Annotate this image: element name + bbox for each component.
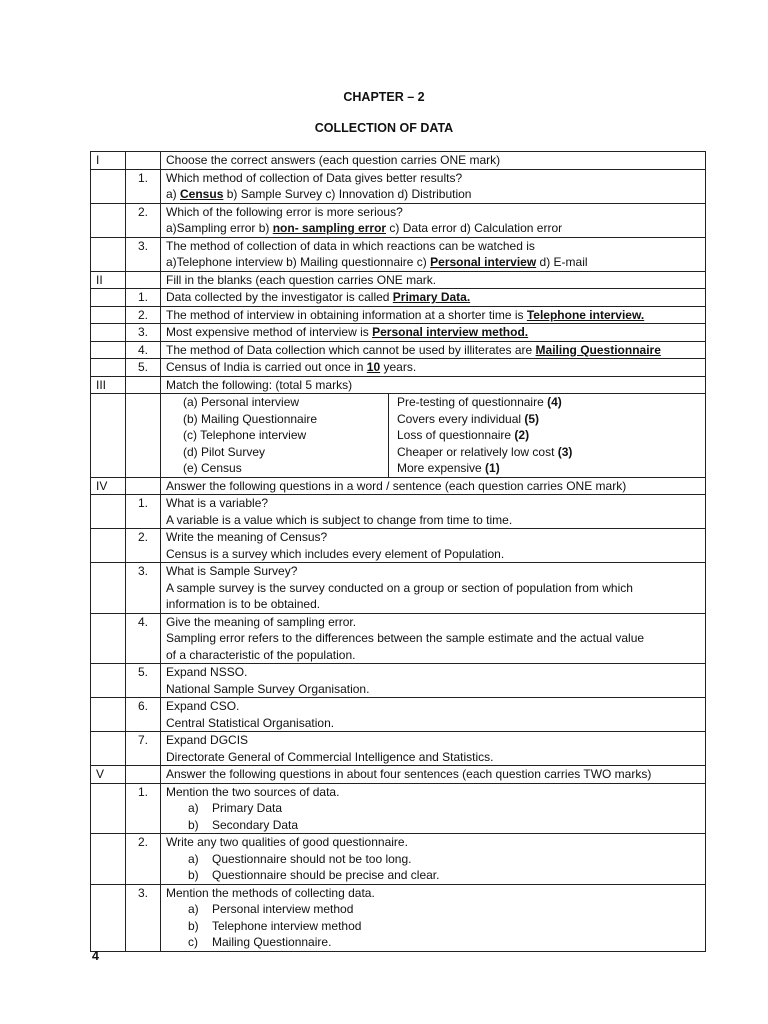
match-row [91,394,706,478]
question-row [91,495,706,529]
answer-text: Directorate General of Commercial Intelligence and Statistics. [166,749,494,764]
match-right-item: Pre-testing of questionnaire (4) [389,394,706,411]
question-text: Mention the methods of collecting data. [166,885,375,900]
question-row [91,529,706,563]
section-heading: Match the following: (total 5 marks) [161,376,706,394]
correct-answer: Census [180,187,224,201]
question-text: Give the meaning of sampling error. [166,614,357,629]
question-row [91,359,706,377]
question-text: Write any two qualities of good questionnaire. [166,835,408,849]
chapter-title: COLLECTION OF DATA [314,121,454,135]
chapter-number: CHAPTER – 2 [343,90,425,104]
question-number: 3. [126,324,161,342]
fill-blank-text: Census of India is carried out once in 10 years. [161,359,706,377]
answer-list-item: c) Mailing Questionnaire. [188,935,332,949]
section-heading-row [91,376,706,394]
question-number: 5. [126,664,161,698]
section-heading: Fill in the blanks (each question carries ONE mark. [161,271,706,289]
section-number: I [91,152,126,170]
section-number: III [91,376,126,394]
answer-list-item: a) Personal interview method [188,902,354,916]
match-right-item: Cheaper or relatively low cost (3) [389,444,706,461]
section-heading-row [91,152,706,170]
answer-text: A variable is a value which is subject to change from time to time. [166,512,513,527]
answer-list-item: a) Questionnaire should not be too long. [188,851,412,866]
match-left-item: (c) Telephone interview [183,428,307,442]
fill-blank-text: Most expensive method of interview is Personal interview method. [161,324,706,342]
page-number: 4 [92,949,99,963]
answer-list-item: b) Questionnaire should be precise and clear. [188,868,440,882]
fill-blank-text: The method of interview in obtaining information at a shorter time is Telephone interview. [161,306,706,324]
section-heading-row [91,271,706,289]
question-row [91,732,706,766]
question-text: What is Sample Survey? [166,564,298,578]
fill-blank-text: Data collected by the investigator is called Primary Data. [161,289,706,307]
match-table [161,394,705,477]
question-text: What is a variable? [166,496,269,510]
section-number: V [91,766,126,784]
question-row [91,341,706,359]
question-number: 4. [126,613,161,664]
question-row [91,664,706,698]
answer-text: Census is a survey which includes every element of Population. [166,546,505,561]
question-row [91,324,706,342]
question-table [90,151,706,952]
question-text: The method of collection of data in which reactions can be watched is [166,238,535,253]
match-right-item: Loss of questionnaire (2) [389,427,706,444]
section-heading-row [91,766,706,784]
question-text: Mention the two sources of data. [166,784,340,799]
answer-text: National Sample Survey Organisation. [166,681,370,696]
question-row [91,613,706,664]
section-number: II [91,271,126,289]
correct-answer: non- sampling error [272,221,387,235]
section-number: IV [91,477,126,495]
answer-text: A sample survey is the survey conducted on a group or section of population from which [166,580,633,595]
answer-text: information is to be obtained. [166,597,321,611]
answer-list-item: b) Secondary Data [188,817,299,832]
match-right-item: More expensive (1) [389,460,706,477]
answer-options: a)Sampling error b) non- sampling error c) Data error d) Calculation error [166,221,563,235]
question-row [91,884,706,951]
question-number: 3. [126,237,161,271]
match-right-item: Covers every individual (5) [389,411,706,428]
section-heading: Answer the following questions in about four sentences (each question carries TWO marks) [161,766,706,784]
question-text: Expand NSSO. [166,665,248,679]
question-row [91,563,706,614]
question-number: 2. [126,306,161,324]
blank-answer: Mailing Questionnaire [535,342,661,357]
question-number: 2. [126,529,161,563]
question-number: 3. [126,884,161,951]
question-number: 1. [126,495,161,529]
question-row [91,203,706,237]
section-heading: Answer the following questions in a word / sentence (each question carries ONE mark) [161,477,706,495]
question-text: Expand CSO. [166,699,240,713]
question-row [91,834,706,885]
blank-answer: Primary Data. [392,290,471,304]
question-row [91,698,706,732]
question-text: Write the meaning of Census? [166,530,328,544]
question-text: Expand DGCIS [166,733,249,747]
answer-list-item: a) Primary Data [188,801,283,815]
question-number: 1. [126,289,161,307]
blank-answer: Telephone interview. [526,307,645,322]
answer-list-item: b) Telephone interview method [188,918,362,933]
blank-answer: Personal interview method. [372,325,529,339]
question-number: 1. [126,783,161,834]
question-number: 2. [126,203,161,237]
blank-answer: 10 [366,360,381,374]
question-number: 4. [126,341,161,359]
question-number: 2. [126,834,161,885]
question-row [91,289,706,307]
answer-text: Sampling error refers to the differences between the sample estimate and the actual value [166,631,645,645]
match-left-item: (a) Personal interview [183,395,300,409]
question-text: Which of the following error is more serious? [166,204,403,219]
question-number: 3. [126,563,161,614]
match-left-item: (b) Mailing Questionnaire [183,411,318,426]
question-row [91,306,706,324]
answer-options: a)Telephone interview b) Mailing questionnaire c) Personal interview d) E-mail [166,255,588,269]
match-left-item: (d) Pilot Survey [183,444,266,459]
section-heading: Choose the correct answers (each question carries ONE mark) [161,152,706,170]
fill-blank-text: The method of Data collection which cannot be used by illiterates are Mailing Questionnaire [161,341,706,359]
correct-answer: Personal interview [430,255,537,269]
answer-text: Central Statistical Organisation. [166,715,335,730]
question-row [91,783,706,834]
question-number: 5. [126,359,161,377]
question-number: 6. [126,698,161,732]
question-number: 7. [126,732,161,766]
question-row [91,237,706,271]
match-left-item: (e) Census [183,461,242,475]
section-heading-row [91,477,706,495]
answer-options: a) Census b) Sample Survey c) Innovation d) Distribution [166,187,472,201]
question-row [91,169,706,203]
answer-text: of a characteristic of the population. [166,647,356,662]
question-number: 1. [126,169,161,203]
question-text: Which method of collection of Data gives better results? [166,170,463,185]
